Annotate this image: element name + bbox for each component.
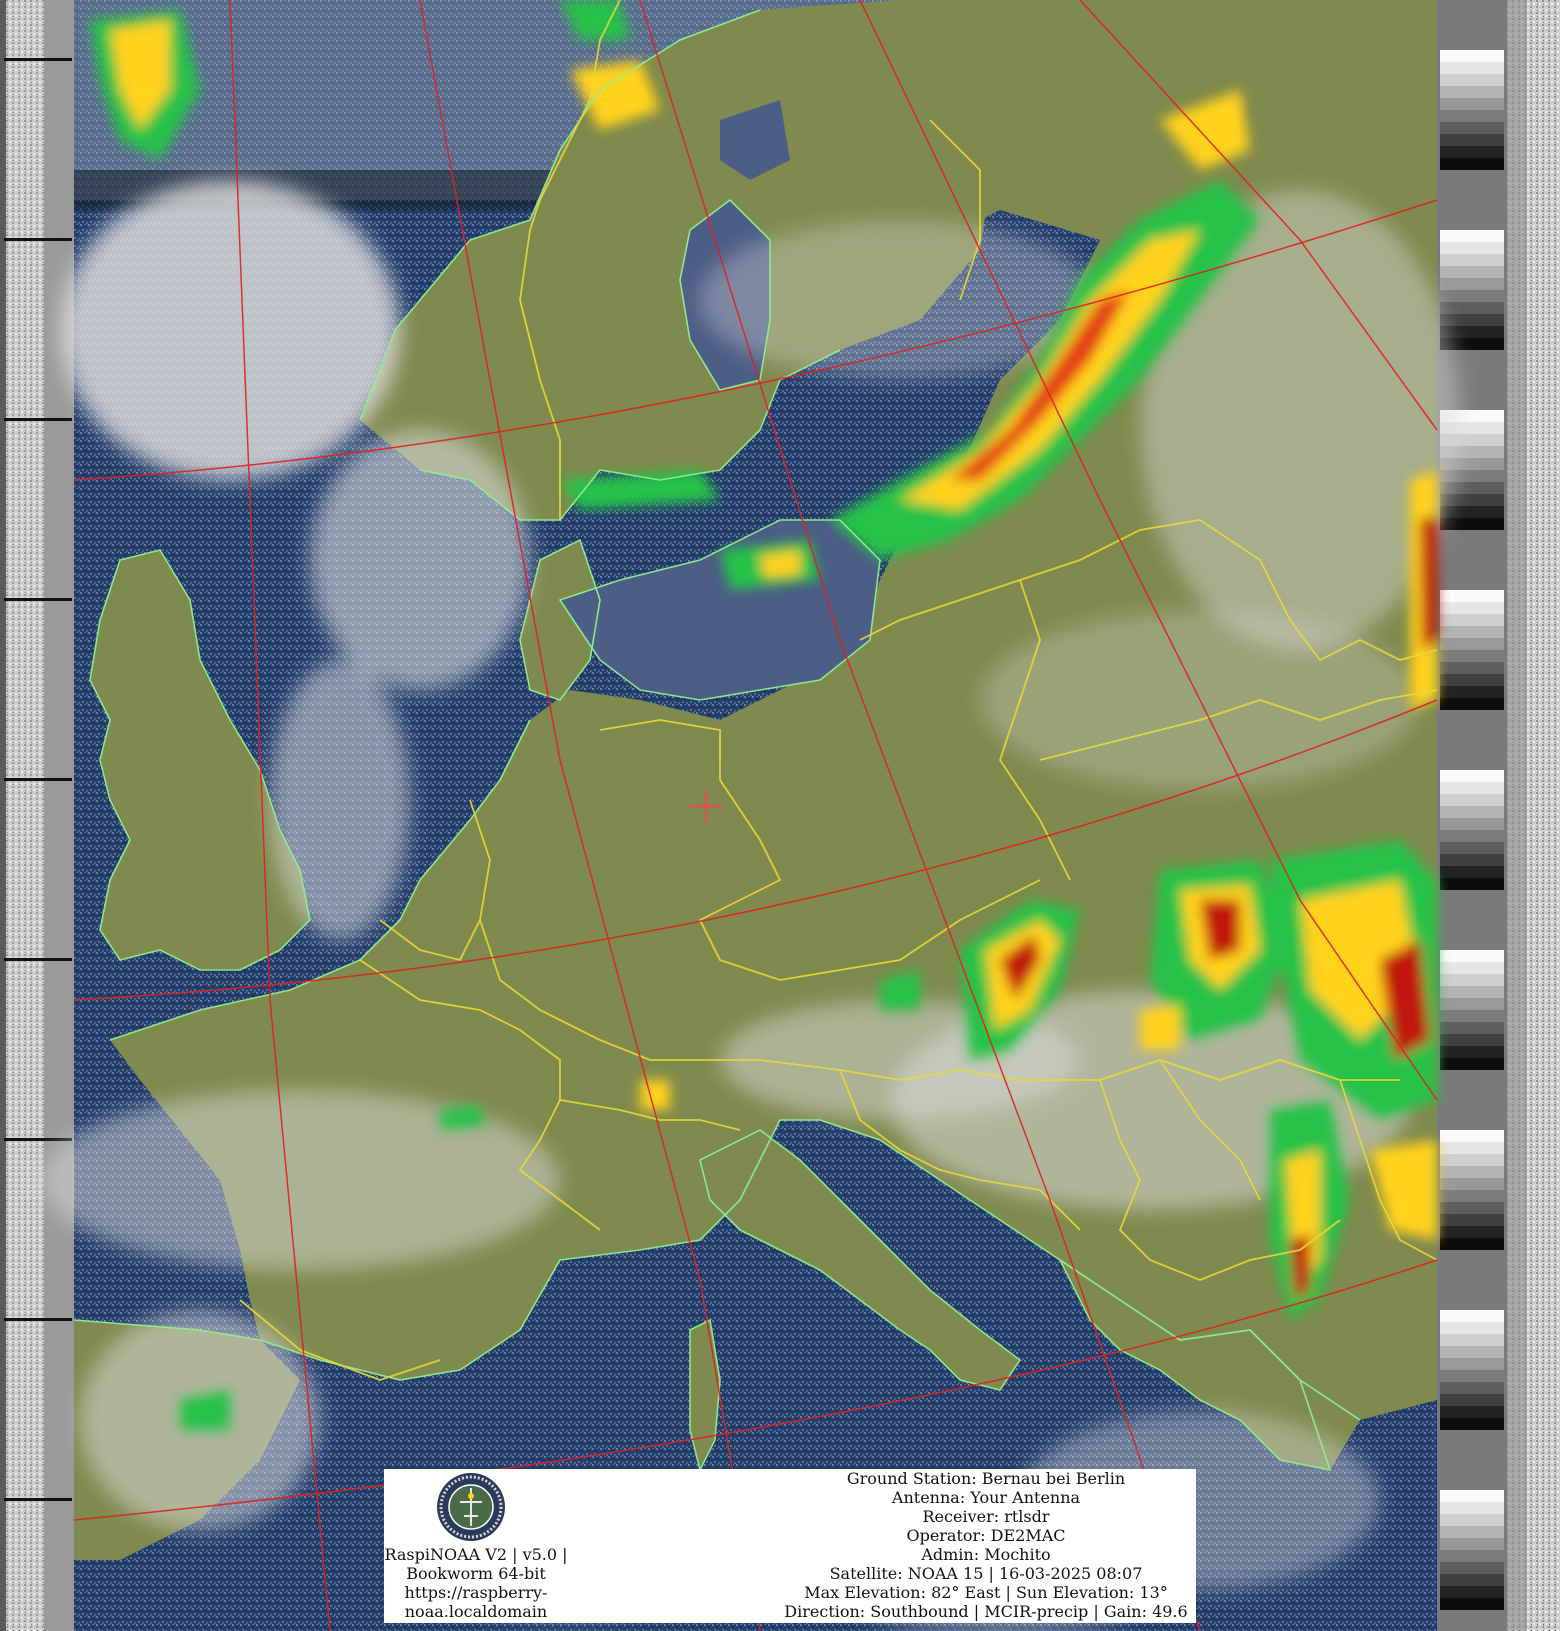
telemetry-wedge xyxy=(1440,1370,1504,1382)
telemetry-wedge xyxy=(1440,1550,1504,1562)
telemetry-wedge xyxy=(1440,1502,1504,1514)
telemetry-wedge xyxy=(1440,146,1504,158)
telemetry-wedge xyxy=(1440,74,1504,86)
telemetry-wedge xyxy=(1440,950,1504,962)
telemetry-wedge xyxy=(1440,1226,1504,1238)
telemetry-wedge xyxy=(1440,1562,1504,1574)
telemetry-wedge xyxy=(1440,686,1504,698)
telemetry-wedge xyxy=(1440,1022,1504,1034)
software-info-line-1: RaspiNOAA V2 | v5.0 | xyxy=(384,1545,568,1564)
telemetry-wedge xyxy=(1440,1574,1504,1586)
telemetry-wedge xyxy=(1440,506,1504,518)
telemetry-wedge xyxy=(1440,782,1504,794)
telemetry-wedge xyxy=(1440,986,1504,998)
telemetry-wedge xyxy=(1440,1514,1504,1526)
telemetry-wedge xyxy=(1440,1382,1504,1394)
info-panel xyxy=(384,1469,1196,1623)
right-telemetry-strip xyxy=(1437,0,1560,1631)
telemetry-wedge xyxy=(1440,698,1504,710)
telemetry-wedge xyxy=(1440,1046,1504,1058)
telemetry-wedge xyxy=(1440,1322,1504,1334)
telemetry-wedge xyxy=(1440,302,1504,314)
telemetry-wedge xyxy=(1440,1310,1504,1322)
software-info-line-4: noaa.localdomain xyxy=(404,1602,548,1621)
software-info xyxy=(384,1545,568,1621)
telemetry-wedge xyxy=(1440,1526,1504,1538)
telemetry-wedge xyxy=(1440,854,1504,866)
direction-line: Direction: Southbound | MCIR-precip | Gain: 49.6 xyxy=(784,1602,1188,1621)
telemetry-wedge xyxy=(1440,1154,1504,1166)
telemetry-wedge xyxy=(1440,842,1504,854)
raspinoaa-seal-logo xyxy=(436,1472,506,1542)
telemetry-wedge xyxy=(1440,242,1504,254)
earth-imagery xyxy=(40,0,1460,1631)
telemetry-wedge xyxy=(1440,290,1504,302)
telemetry-wedge xyxy=(1440,326,1504,338)
telemetry-wedge xyxy=(1440,122,1504,134)
telemetry-wedge xyxy=(1440,1034,1504,1046)
telemetry-wedge xyxy=(1440,1346,1504,1358)
telemetry-wedge xyxy=(1440,1142,1504,1154)
telemetry-wedge xyxy=(1440,134,1504,146)
telemetry-wedge xyxy=(1440,974,1504,986)
telemetry-wedge xyxy=(1440,1202,1504,1214)
telemetry-wedge xyxy=(1440,602,1504,614)
left-telemetry-strip xyxy=(0,0,74,1631)
telemetry-wedge xyxy=(1440,1406,1504,1418)
telemetry-wedge xyxy=(1440,614,1504,626)
telemetry-wedge xyxy=(1440,1418,1504,1430)
telemetry-wedge xyxy=(1440,1538,1504,1550)
admin-line: Admin: Mochito xyxy=(921,1545,1051,1564)
telemetry-wedge xyxy=(1440,674,1504,686)
telemetry-wedge xyxy=(1440,1166,1504,1178)
telemetry-wedge xyxy=(1440,1130,1504,1142)
telemetry-wedge xyxy=(1440,626,1504,638)
telemetry-wedge xyxy=(1440,266,1504,278)
receiver-line: Receiver: rtlsdr xyxy=(922,1507,1050,1526)
software-info-line-3: https://raspberry- xyxy=(404,1583,548,1602)
telemetry-wedge xyxy=(1440,1238,1504,1250)
telemetry-wedge xyxy=(1440,1490,1504,1502)
telemetry-wedge xyxy=(1440,998,1504,1010)
telemetry-wedge xyxy=(1440,1214,1504,1226)
satellite-line: Satellite: NOAA 15 | 16-03-2025 08:07 xyxy=(829,1564,1143,1583)
telemetry-wedge xyxy=(1440,254,1504,266)
telemetry-wedge xyxy=(1440,866,1504,878)
telemetry-wedge xyxy=(1440,1178,1504,1190)
telemetry-wedge xyxy=(1440,662,1504,674)
operator-line: Operator: DE2MAC xyxy=(906,1526,1066,1545)
telemetry-wedge xyxy=(1440,1586,1504,1598)
telemetry-wedge xyxy=(1440,818,1504,830)
software-info-line-2: Bookworm 64-bit xyxy=(406,1564,546,1583)
telemetry-wedge xyxy=(1440,158,1504,170)
telemetry-wedge xyxy=(1440,50,1504,62)
telemetry-wedge xyxy=(1440,1058,1504,1070)
telemetry-wedge xyxy=(1440,110,1504,122)
telemetry-wedge xyxy=(1440,962,1504,974)
telemetry-wedge xyxy=(1440,806,1504,818)
telemetry-wedge xyxy=(1440,86,1504,98)
telemetry-wedge xyxy=(1440,590,1504,602)
telemetry-wedge xyxy=(1440,878,1504,890)
telemetry-wedge xyxy=(1440,638,1504,650)
telemetry-wedge xyxy=(1440,314,1504,326)
telemetry-wedge xyxy=(1440,1394,1504,1406)
telemetry-wedge xyxy=(1440,230,1504,242)
telemetry-wedge xyxy=(1440,1358,1504,1370)
telemetry-wedge xyxy=(1440,1190,1504,1202)
telemetry-wedge xyxy=(1440,650,1504,662)
telemetry-wedge xyxy=(1440,1598,1504,1610)
antenna-line: Antenna: Your Antenna xyxy=(891,1488,1081,1507)
telemetry-wedge xyxy=(1440,830,1504,842)
telemetry-wedge xyxy=(1440,62,1504,74)
telemetry-wedge xyxy=(1440,1010,1504,1022)
telemetry-wedge xyxy=(1440,794,1504,806)
ground-station-line: Ground Station: Bernau bei Berlin xyxy=(846,1469,1126,1488)
telemetry-wedge xyxy=(1440,518,1504,530)
telemetry-wedge xyxy=(1440,278,1504,290)
telemetry-wedge xyxy=(1440,98,1504,110)
pass-details xyxy=(779,1469,1193,1621)
telemetry-wedge xyxy=(1440,1334,1504,1346)
elevation-line: Max Elevation: 82° East | Sun Elevation: 13° xyxy=(804,1583,1168,1602)
telemetry-wedge xyxy=(1440,770,1504,782)
